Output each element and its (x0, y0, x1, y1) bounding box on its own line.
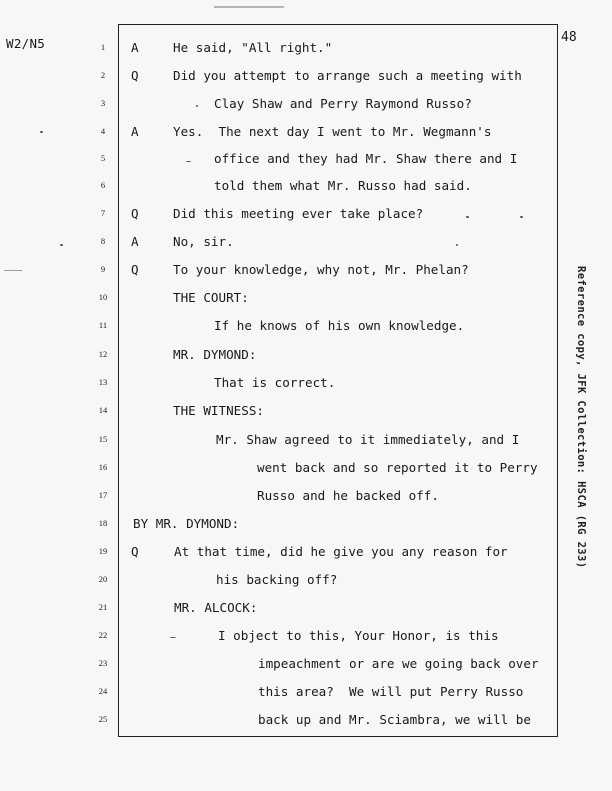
page-identifier: W2/N5 (6, 36, 46, 51)
transcript-line (0, 516, 612, 536)
scan-speck (170, 637, 176, 638)
line-text: BY MR. DYMOND: (133, 516, 240, 531)
line-text: Russo and he backed off. (257, 488, 439, 503)
line-text: went back and so reported it to Perry (257, 460, 538, 475)
scan-speck (196, 105, 198, 107)
line-number: 11 (98, 320, 108, 330)
transcript-line (0, 96, 612, 116)
speaker-mark: Q (131, 544, 139, 559)
speaker-mark: A (131, 124, 139, 139)
line-number: 18 (98, 518, 108, 528)
line-number: 7 (100, 208, 106, 218)
scan-scratch (214, 6, 284, 8)
line-number: 1 (100, 42, 106, 52)
scan-speck (40, 131, 43, 133)
line-text: Yes. The next day I went to Mr. Wegmann's (173, 124, 492, 139)
line-number: 25 (98, 714, 108, 724)
transcript-line (0, 628, 612, 648)
line-text: told them what Mr. Russo had said. (214, 178, 472, 193)
transcript-line (0, 460, 612, 480)
line-text: MR. DYMOND: (173, 347, 257, 362)
line-number: 24 (98, 686, 108, 696)
transcript-line (0, 234, 612, 254)
line-number: 19 (98, 546, 108, 556)
line-text: Did this meeting ever take place? (173, 206, 424, 221)
line-text: He said, "All right." (173, 40, 333, 55)
line-text: At that time, did he give you any reason for (174, 544, 508, 559)
line-text: To your knowledge, why not, Mr. Phelan? (173, 262, 469, 277)
line-text: his backing off? (216, 572, 338, 587)
transcript-line (0, 318, 612, 338)
line-text: impeachment or are we going back over (258, 656, 539, 671)
line-number: 6 (100, 180, 106, 190)
line-text: THE WITNESS: (173, 403, 264, 418)
transcript-line (0, 403, 612, 423)
scan-speck (456, 244, 458, 246)
line-number: 23 (98, 658, 108, 668)
page-number: 48 (561, 30, 577, 45)
transcript-line (0, 151, 612, 171)
line-text: this area? We will put Perry Russo (258, 684, 524, 699)
line-text: That is correct. (214, 375, 336, 390)
line-number: 22 (98, 630, 108, 640)
line-number: 4 (100, 126, 106, 136)
line-number: 21 (98, 602, 108, 612)
scan-speck (60, 244, 63, 246)
speaker-mark: A (131, 234, 139, 249)
speaker-mark: Q (131, 206, 139, 221)
transcript-line (0, 432, 612, 452)
scan-speck (520, 216, 523, 218)
scan-mark (4, 270, 22, 271)
transcript-line (0, 262, 612, 282)
transcript-line (0, 572, 612, 592)
speaker-mark: A (131, 40, 139, 55)
speaker-mark: Q (131, 68, 139, 83)
transcript-line (0, 347, 612, 367)
transcript-line (0, 375, 612, 395)
transcript-line (0, 124, 612, 144)
line-number: 9 (100, 264, 106, 274)
line-number: 16 (98, 462, 108, 472)
transcript-line (0, 290, 612, 310)
line-number: 17 (98, 490, 108, 500)
transcript-line (0, 684, 612, 704)
line-number: 5 (100, 153, 106, 163)
line-number: 13 (98, 377, 108, 387)
line-number: 2 (100, 70, 106, 80)
line-number: 12 (98, 349, 108, 359)
scan-speck (186, 161, 191, 162)
line-number: 8 (100, 236, 106, 246)
transcript-line (0, 178, 612, 198)
line-text: No, sir. (173, 234, 234, 249)
scan-speck (466, 216, 469, 218)
archive-reference-note: Reference copy, JFK Collection: HSCA (RG 233) (575, 266, 587, 569)
transcript-line (0, 544, 612, 564)
transcript-line (0, 600, 612, 620)
line-text: THE COURT: (173, 290, 249, 305)
line-text: I object to this, Your Honor, is this (218, 628, 499, 643)
line-number: 20 (98, 574, 108, 584)
transcript-line (0, 40, 612, 60)
transcript-line (0, 656, 612, 676)
line-text: back up and Mr. Sciambra, we will be (258, 712, 531, 727)
transcript-line (0, 68, 612, 88)
line-number: 3 (100, 98, 106, 108)
line-text: Clay Shaw and Perry Raymond Russo? (214, 96, 472, 111)
speaker-mark: Q (131, 262, 139, 277)
line-number: 10 (98, 292, 108, 302)
line-text: Did you attempt to arrange such a meeting with (173, 68, 522, 83)
transcript-line (0, 712, 612, 732)
line-number: 15 (98, 434, 108, 444)
line-number: 14 (98, 405, 108, 415)
line-text: MR. ALCOCK: (174, 600, 258, 615)
line-text: Mr. Shaw agreed to it immediately, and I (216, 432, 520, 447)
line-text: If he knows of his own knowledge. (214, 318, 465, 333)
transcript-line (0, 488, 612, 508)
line-text: office and they had Mr. Shaw there and I (214, 151, 518, 166)
